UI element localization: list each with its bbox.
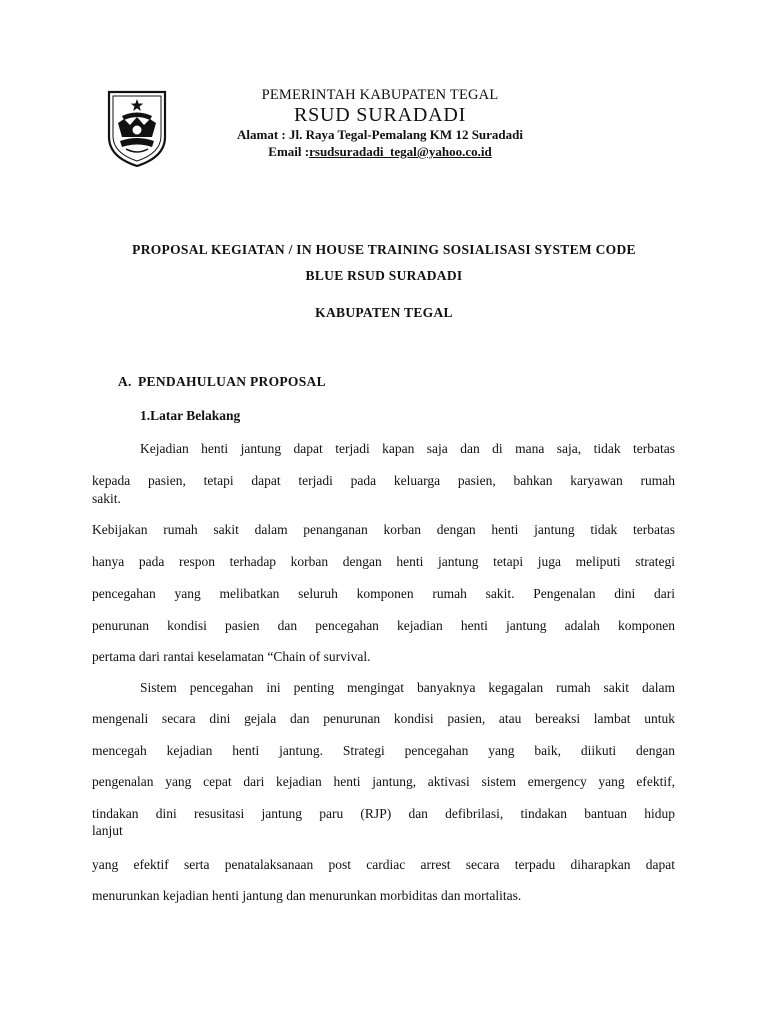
paragraph-line: sakit. [92, 491, 121, 506]
paragraph-line: hanya pada respon terhadap korban dengan henti jantung tetapi juga meliputi strategi [92, 554, 675, 569]
government-name: PEMERINTAH KABUPATEN TEGAL [261, 87, 499, 103]
paragraph-line: kepada pasien, tetapi dapat terjadi pada keluarga pasien, bahkan karyawan rumah [92, 473, 675, 488]
paragraph-line: Kebijakan rumah sakit dalam penanganan korban dengan henti jantung tidak terbatas [92, 522, 675, 537]
section-a-heading [118, 374, 326, 390]
paragraph-line: Kejadian henti jantung dapat terjadi kapan saja dan di mana saja, tidak terbatas [140, 441, 675, 456]
section-a-number: A. [118, 374, 132, 389]
hospital-email [180, 143, 580, 160]
paragraph-line: pencegahan yang melibatkan seluruh komponen rumah sakit. Pengenalan dini dari [92, 586, 675, 601]
paragraph-line: yang efektif serta penatalaksanaan post cardiac arrest secara terpadu diharapkan dapat [92, 857, 675, 872]
hospital-address: Alamat : Jl. Raya Tegal-Pemalang KM 12 Suradadi [236, 127, 523, 142]
paragraph-line: menurunkan kejadian henti jantung dan menurunkan morbiditas dan mortalitas. [92, 888, 522, 903]
paragraph-line: mengenali secara dini gejala dan penurunan kondisi pasien, atau bereaksi lambat untuk [92, 711, 675, 726]
paragraph-line: tindakan dini resusitasi jantung paru (RJP) dan defibrilasi, tindakan bantuan hidup [92, 806, 675, 821]
email-link[interactable]: rsudsuradadi_tegal@yahoo.co.id [309, 144, 492, 159]
proposal-title-line-1: PROPOSAL KEGIATAN / IN HOUSE TRAINING SOSIALISASI SYSTEM CODE [132, 242, 636, 257]
kabupaten-tegal-emblem-icon [106, 89, 168, 169]
email-label: Email : [268, 144, 310, 159]
paragraph-line: pengenalan yang cepat dari kejadian henti jantung, aktivasi sistem emergency yang efektif, [92, 774, 675, 789]
proposal-title-line-2: BLUE RSUD SURADADI [305, 268, 463, 283]
paragraph-line: Sistem pencegahan ini penting mengingat banyaknya kegagalan rumah sakit dalam [140, 680, 675, 695]
paragraph-line: mencegah kejadian henti jantung. Strategi pencegahan yang baik, diikuti dengan [92, 743, 675, 758]
paragraph-line: lanjut [92, 823, 123, 838]
hospital-name: RSUD SURADADI [293, 104, 467, 126]
subsection-1-heading: 1.Latar Belakang [140, 408, 241, 423]
letterhead [180, 86, 580, 160]
proposal-title-line-3: KABUPATEN TEGAL [315, 305, 453, 320]
paragraph-line: pertama dari rantai keselamatan “Chain of survival. [92, 649, 371, 664]
section-a-title: PENDAHULUAN PROPOSAL [138, 374, 326, 389]
paragraph-line: penurunan kondisi pasien dan pencegahan kejadian henti jantung adalah komponen [92, 618, 675, 633]
